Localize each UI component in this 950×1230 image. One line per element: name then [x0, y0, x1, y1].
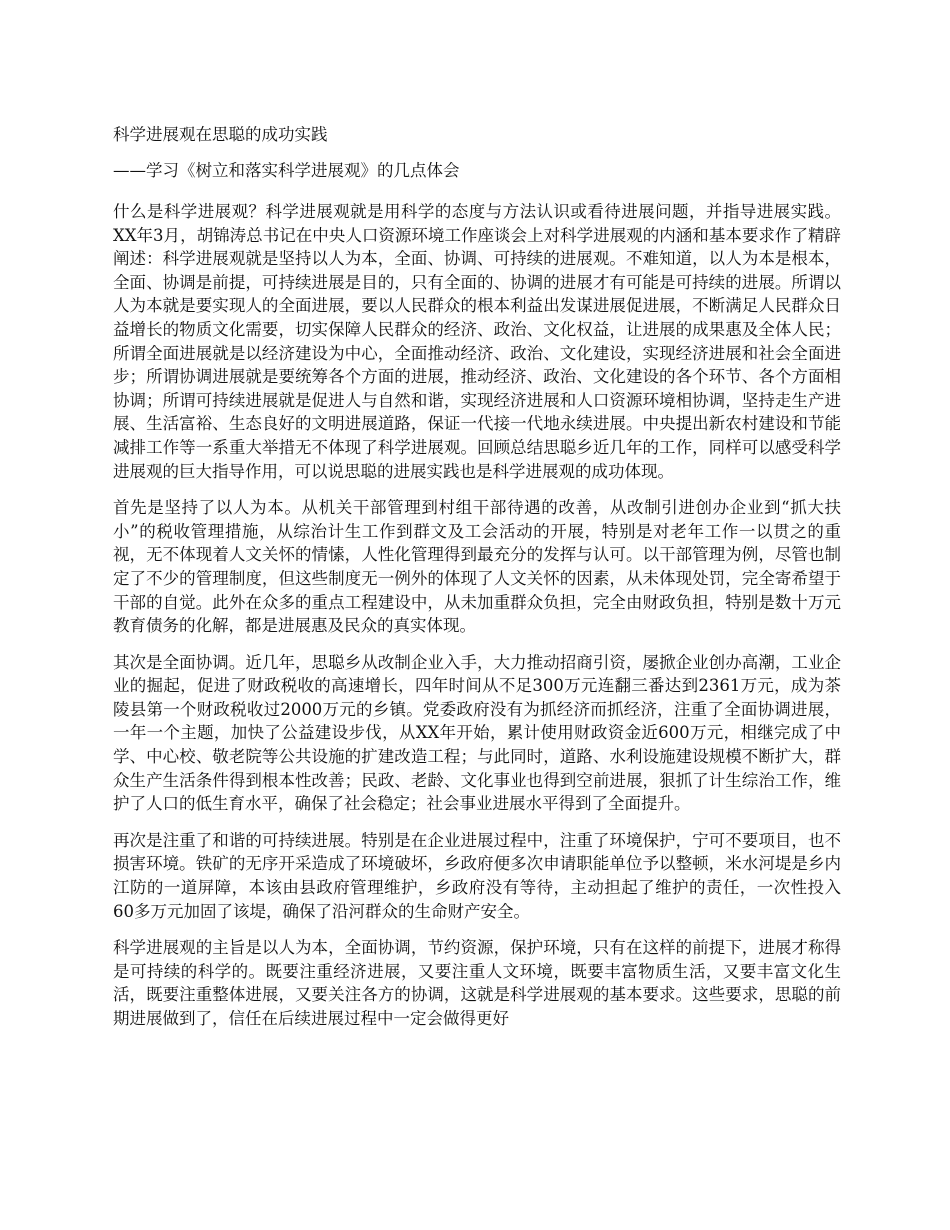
document-page — [113, 122, 841, 1044]
paragraph-intro: 什么是科学进展观？科学进展观就是用科学的态度与方法认识或看待进展问题，并指导进展实践。XX年3月，胡锦涛总书记在中央人口资源环境工作座谈会上对科学进展观的内涵和基本要求作了精辟阐述：科学进展观就是坚持以人为本，全面、协调、可持续的进展观。不难知道，以人为本是根本，全面、协调是前提，可持续进展是目的，只有全面的、协调的进展才有可能是可持续的进展。所谓以人为本就是要实现人的全面进展，要以人民群众的根本利益出发谋进展促进展，不断满足人民群众日益增长的物质文化需要，切实保障人民群众的经济、政治、文化权益，让进展的成果惠及全体人民；所谓全面进展就是以经济建设为中心，全面推动经济、政治、文化建设，实现经济进展和社会全面进步；所谓协调进展就是要统筹各个方面的进展，推动经济、政治、文化建设的各个环节、各个方面相协调；所谓可持续进展就是促进人与自然和谐，实现经济进展和人口资源环境相协调，坚持走生产进展、生活富裕、生态良好的文明进展道路，保证一代接一代地永续进展。中央提出新农村建设和节能减排工作等一系重大举措无不体现了科学进展观。回顾总结思聪乡近几年的工作，同样可以感受科学进展观的巨大指导作用，可以说思聪的进展实践也是科学进展观的成功体现。 — [113, 202, 841, 481]
paragraph-sustainable: 再次是注重了和谐的可持续进展。特别是在企业进展过程中，注重了环境保护，宁可不要项目，也不损害环境。铁矿的无序开采造成了环境破坏，乡政府便多次申请职能单位予以整顿，米水河堤是乡内江防的一道屏障，本该由县政府管理维护，乡政府没有等待，主动担起了维护的责任，一次性投入60多万元加固了该堤，确保了沿河群众的生命财产安全。 — [113, 830, 841, 921]
document-title: 科学进展观在思聪的成功实践 — [113, 125, 328, 144]
paragraph-people-oriented: 首先是坚持了以人为本。从机关干部管理到村组干部待遇的改善，从改制引进创办企业到“抓大扶小”的税收管理措施，从综治计生工作到群文及工会活动的开展，特别是对老年工作一以贯之的重视，无不体现着人文关怀的情愫，人性化管理得到最充分的发挥与认可。以干部管理为例，尽管也制定了不少的管理制度，但这些制度无一例外的体现了人文关怀的因素，从未体现处罚，完全寄希望于干部的自觉。此外在众多的重点工程建设中，从未加重群众负担，完全由财政负担，特别是数十万元教育债务的化解，都是进展惠及民众的真实体现。 — [113, 498, 841, 636]
paragraph-comprehensive: 其次是全面协调。近几年，思聪乡从改制企业入手，大力推动招商引资，屡掀企业创办高潮，工业企业的掘起，促进了财政税收的高速增长，四年时间从不足300万元连翻三番达到2361万元，成为茶陵县第一个财政税收过2000万元的乡镇。党委政府没有为抓经济而抓经济，注重了全面协调进展，一年一个主题，加快了公益建设步伐，从XX年开始，累计使用财政资金近600万元，相继完成了中学、中心校、敬老院等公共设施的扩建改造工程；与此同时，道路、水利设施建设规模不断扩大，群众生产生活条件得到根本性改善；民政、老龄、文化事业也得到空前进展，狠抓了计生综治工作，维护了人口的低生育水平，确保了社会稳定；社会事业进展水平得到了全面提升。 — [113, 652, 841, 814]
document-subtitle: ——学习《树立和落实科学进展观》的几点体会 — [113, 161, 460, 180]
paragraph-conclusion: 科学进展观的主旨是以人为本，全面协调，节约资源，保护环境，只有在这样的前提下，进展才称得是可持续的科学的。既要注重经济进展，又要注重人文环境，既要丰富物质生活，又要丰富文化生活，既要注重整体进展，又要关注各方的协调，这就是科学进展观的基本要求。这些要求，思聪的前期进展做到了，信任在后续进展过程中一定会做得更好 — [113, 938, 841, 1028]
